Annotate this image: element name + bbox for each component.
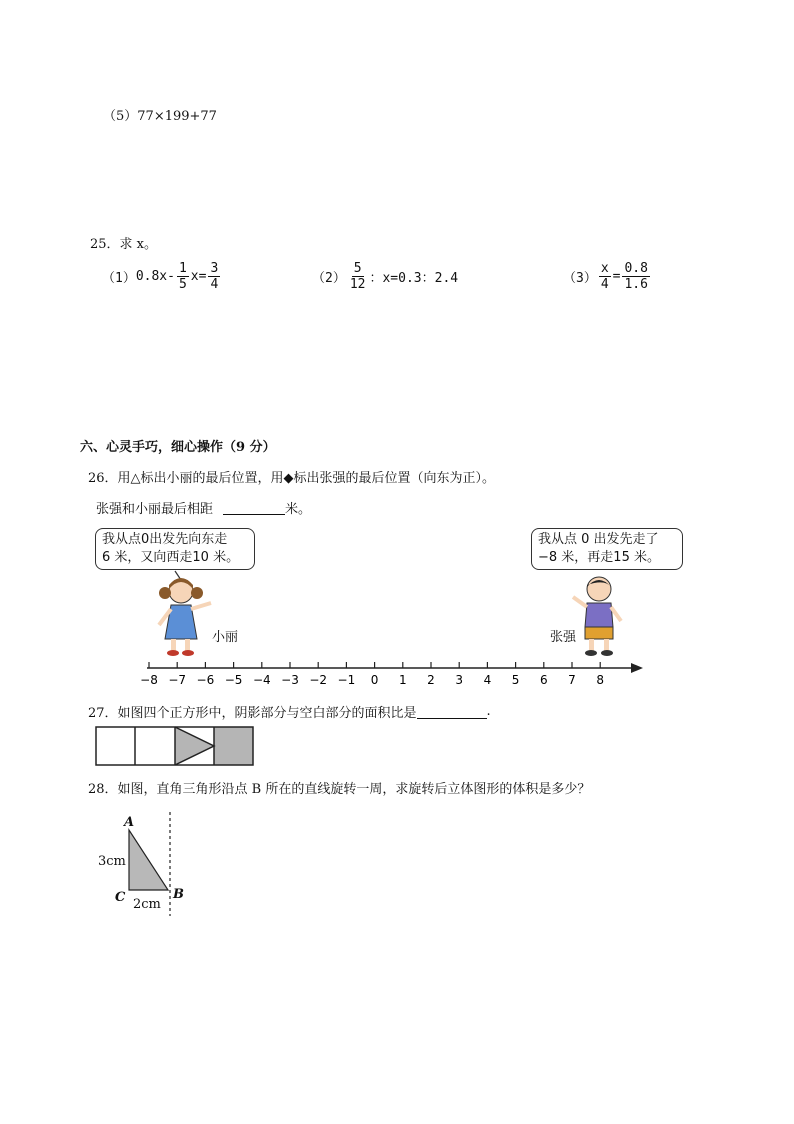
tick-label: −8 [140, 673, 158, 687]
q25-part2 [312, 262, 458, 291]
q25-part2-post: ：x=0.3：2.4 [369, 271, 459, 286]
tick-label: 8 [596, 673, 605, 687]
q25-part3-label: （3） [563, 271, 597, 286]
shaded-triangle [175, 727, 214, 765]
bubble-left-line1: 我从点0出发先向东走 [102, 532, 228, 547]
denominator: 4 [210, 277, 219, 292]
numerator: 1 [178, 261, 187, 276]
shaded-square [214, 727, 253, 765]
q26-answer-blank[interactable] [223, 500, 285, 515]
q27-squares-figure [95, 726, 255, 766]
boy-figure [565, 571, 635, 659]
q25-part3 [563, 262, 652, 291]
q25-part2-fraction [348, 262, 368, 291]
denominator: 1.6 [624, 277, 648, 292]
numerator: 0.8 [624, 261, 648, 276]
q25-part3-fraction2 [622, 262, 649, 291]
speech-bubble-right [531, 528, 683, 570]
q27-end: . [486, 704, 491, 719]
q26-illustration [95, 525, 677, 689]
q26-fill-pre: 张强和小丽最后相距 [96, 502, 214, 517]
q28-prompt: 28．如图，直角三角形沿点 B 所在的直线旋转一周，求旋转后立体图形的体积是多少？ [88, 782, 591, 797]
denominator: 5 [178, 277, 187, 292]
right-triangle [129, 830, 168, 890]
q25-part1-pre: 0.8x- [135, 269, 175, 284]
label-a: A [124, 815, 135, 830]
q25-part2-label: （2） [312, 271, 346, 286]
label-base: 2cm [133, 897, 161, 912]
name-right: 张强 [550, 630, 577, 645]
tick-label: −3 [281, 673, 299, 687]
tick-label: −4 [252, 673, 271, 687]
tick-label: −7 [168, 673, 187, 687]
q25-part3-eq: = [612, 269, 621, 284]
q26-prompt: 26．用△标出小丽的最后位置，用◆标出张强的最后位置（向东为正）。 [88, 471, 496, 486]
tick-label: −6 [196, 673, 215, 687]
tick-label: −2 [309, 673, 328, 687]
q27-prompt: 27．如图四个正方形中，阴影部分与空白部分的面积比是 [88, 706, 417, 721]
label-c: C [115, 890, 126, 905]
denominator: 12 [349, 277, 366, 292]
q25-part1-fraction1 [177, 262, 189, 291]
q24-part5: （5）77×199+77 [103, 109, 217, 124]
bubble-right-line1: 我从点 0 出发先走了 [538, 532, 659, 547]
tick-label: 1 [398, 673, 407, 687]
bubble-right-line2: −8 米，再走15 米。 [538, 550, 660, 565]
tick-label: 2 [427, 673, 435, 687]
denominator: 4 [600, 277, 609, 292]
arrow-right-icon [631, 663, 643, 673]
tick-label: −5 [224, 673, 243, 687]
q28-figure [96, 810, 196, 920]
q27-line [88, 702, 491, 721]
name-left: 小丽 [212, 630, 239, 645]
q25-part3-fraction1 [599, 262, 611, 291]
numerator: x [600, 261, 609, 276]
q25-part1-label: （1） [102, 271, 136, 286]
q25-part1 [102, 262, 222, 291]
girl-figure [153, 569, 223, 659]
q25-part1-mid: x= [190, 269, 207, 284]
tick-label: −1 [337, 673, 356, 687]
q26-fill-line [96, 498, 311, 517]
label-height: 3cm [98, 854, 126, 869]
number-line [95, 655, 677, 689]
tick-label: 4 [483, 673, 492, 687]
q25-part1-fraction2 [208, 262, 220, 291]
numerator: 5 [353, 261, 362, 276]
q26-fill-post: 米。 [285, 502, 312, 517]
bubble-left-line2: 6 米，又向西走10 米。 [102, 550, 240, 565]
numerator: 3 [210, 261, 219, 276]
tick-label: 7 [568, 673, 576, 687]
q27-answer-blank[interactable] [417, 704, 487, 719]
tick-label: 0 [370, 673, 379, 687]
label-b: B [173, 887, 184, 902]
tick-label: 6 [539, 673, 548, 687]
speech-bubble-left [95, 528, 255, 570]
tick-label: 5 [511, 673, 520, 687]
tick-label: 3 [455, 673, 464, 687]
section-heading: 六、心灵手巧，细心操作（9 分） [80, 440, 276, 455]
q25-title: 25．求 x。 [90, 237, 158, 252]
